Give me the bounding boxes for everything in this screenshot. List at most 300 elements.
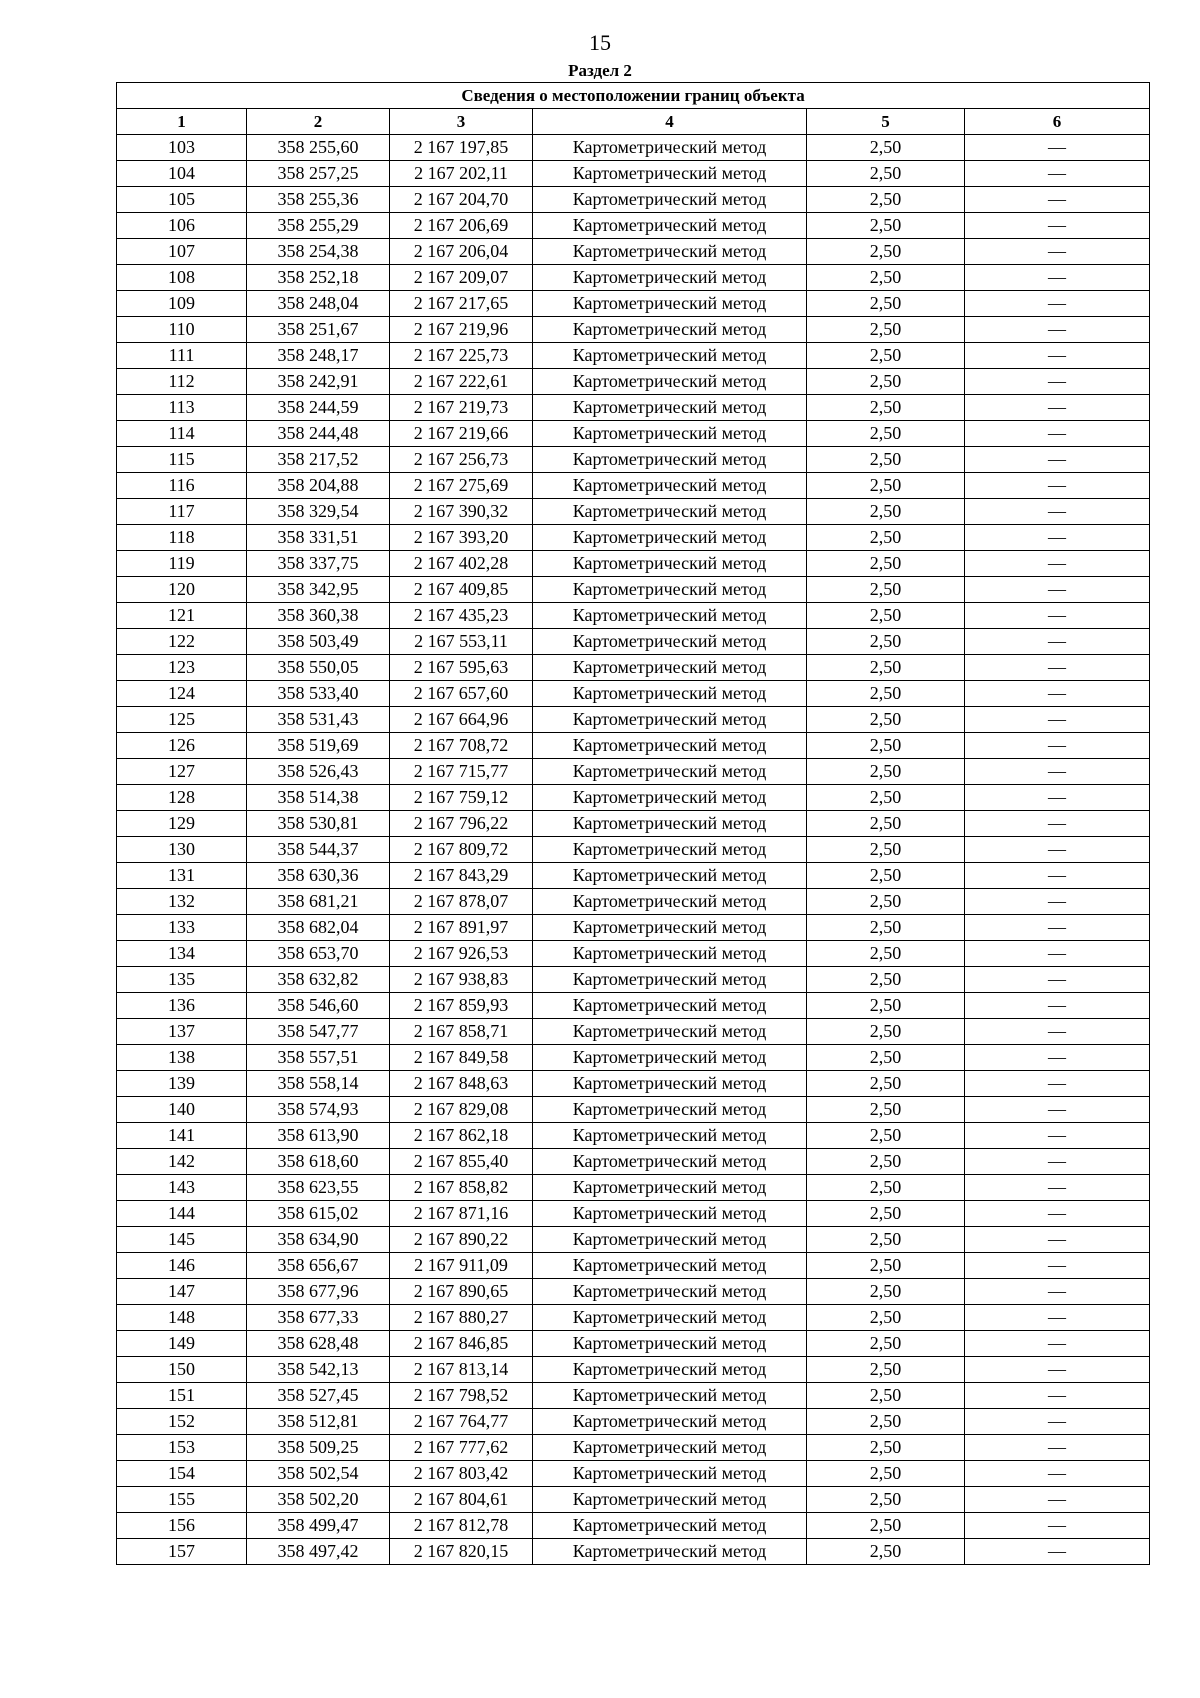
description-cell: — bbox=[965, 239, 1150, 265]
x-coordinate-cell: 358 681,21 bbox=[247, 889, 390, 915]
table-row bbox=[117, 213, 1150, 239]
table-header-row bbox=[117, 109, 1150, 135]
description-cell: — bbox=[965, 135, 1150, 161]
x-coordinate-cell: 358 512,81 bbox=[247, 1409, 390, 1435]
description-cell: — bbox=[965, 1357, 1150, 1383]
y-coordinate-cell: 2 167 206,69 bbox=[390, 213, 533, 239]
table-row bbox=[117, 447, 1150, 473]
x-coordinate-cell: 358 337,75 bbox=[247, 551, 390, 577]
table-row bbox=[117, 1513, 1150, 1539]
description-cell: — bbox=[965, 291, 1150, 317]
point-number-cell: 120 bbox=[117, 577, 247, 603]
y-coordinate-cell: 2 167 435,23 bbox=[390, 603, 533, 629]
table-row bbox=[117, 759, 1150, 785]
y-coordinate-cell: 2 167 209,07 bbox=[390, 265, 533, 291]
x-coordinate-cell: 358 682,04 bbox=[247, 915, 390, 941]
table-row bbox=[117, 1357, 1150, 1383]
accuracy-cell: 2,50 bbox=[807, 343, 965, 369]
y-coordinate-cell: 2 167 798,52 bbox=[390, 1383, 533, 1409]
description-cell: — bbox=[965, 1461, 1150, 1487]
x-coordinate-cell: 358 530,81 bbox=[247, 811, 390, 837]
point-number-cell: 116 bbox=[117, 473, 247, 499]
point-number-cell: 146 bbox=[117, 1253, 247, 1279]
y-coordinate-cell: 2 167 595,63 bbox=[390, 655, 533, 681]
point-number-cell: 150 bbox=[117, 1357, 247, 1383]
y-coordinate-cell: 2 167 846,85 bbox=[390, 1331, 533, 1357]
description-cell: — bbox=[965, 785, 1150, 811]
table-row bbox=[117, 681, 1150, 707]
x-coordinate-cell: 358 677,96 bbox=[247, 1279, 390, 1305]
method-cell: Картометрический метод bbox=[533, 785, 807, 811]
column-header: 6 bbox=[965, 109, 1150, 135]
method-cell: Картометрический метод bbox=[533, 1409, 807, 1435]
table-row bbox=[117, 733, 1150, 759]
method-cell: Картометрический метод bbox=[533, 811, 807, 837]
description-cell: — bbox=[965, 473, 1150, 499]
x-coordinate-cell: 358 623,55 bbox=[247, 1175, 390, 1201]
accuracy-cell: 2,50 bbox=[807, 1097, 965, 1123]
point-number-cell: 152 bbox=[117, 1409, 247, 1435]
accuracy-cell: 2,50 bbox=[807, 655, 965, 681]
x-coordinate-cell: 358 628,48 bbox=[247, 1331, 390, 1357]
y-coordinate-cell: 2 167 222,61 bbox=[390, 369, 533, 395]
description-cell: — bbox=[965, 707, 1150, 733]
description-cell: — bbox=[965, 811, 1150, 837]
point-number-cell: 144 bbox=[117, 1201, 247, 1227]
description-cell: — bbox=[965, 551, 1150, 577]
point-number-cell: 127 bbox=[117, 759, 247, 785]
description-cell: — bbox=[965, 1175, 1150, 1201]
accuracy-cell: 2,50 bbox=[807, 525, 965, 551]
y-coordinate-cell: 2 167 553,11 bbox=[390, 629, 533, 655]
x-coordinate-cell: 358 499,47 bbox=[247, 1513, 390, 1539]
x-coordinate-cell: 358 533,40 bbox=[247, 681, 390, 707]
accuracy-cell: 2,50 bbox=[807, 837, 965, 863]
x-coordinate-cell: 358 255,29 bbox=[247, 213, 390, 239]
description-cell: — bbox=[965, 1539, 1150, 1565]
description-cell: — bbox=[965, 863, 1150, 889]
point-number-cell: 129 bbox=[117, 811, 247, 837]
accuracy-cell: 2,50 bbox=[807, 577, 965, 603]
y-coordinate-cell: 2 167 217,65 bbox=[390, 291, 533, 317]
method-cell: Картометрический метод bbox=[533, 1487, 807, 1513]
accuracy-cell: 2,50 bbox=[807, 1357, 965, 1383]
point-number-cell: 148 bbox=[117, 1305, 247, 1331]
y-coordinate-cell: 2 167 926,53 bbox=[390, 941, 533, 967]
point-number-cell: 109 bbox=[117, 291, 247, 317]
method-cell: Картометрический метод bbox=[533, 447, 807, 473]
x-coordinate-cell: 358 634,90 bbox=[247, 1227, 390, 1253]
description-cell: — bbox=[965, 837, 1150, 863]
point-number-cell: 121 bbox=[117, 603, 247, 629]
method-cell: Картометрический метод bbox=[533, 1097, 807, 1123]
y-coordinate-cell: 2 167 804,61 bbox=[390, 1487, 533, 1513]
x-coordinate-cell: 358 254,38 bbox=[247, 239, 390, 265]
method-cell: Картометрический метод bbox=[533, 161, 807, 187]
table-row bbox=[117, 1227, 1150, 1253]
accuracy-cell: 2,50 bbox=[807, 395, 965, 421]
y-coordinate-cell: 2 167 764,77 bbox=[390, 1409, 533, 1435]
y-coordinate-cell: 2 167 862,18 bbox=[390, 1123, 533, 1149]
x-coordinate-cell: 358 242,91 bbox=[247, 369, 390, 395]
accuracy-cell: 2,50 bbox=[807, 421, 965, 447]
x-coordinate-cell: 358 531,43 bbox=[247, 707, 390, 733]
description-cell: — bbox=[965, 733, 1150, 759]
method-cell: Картометрический метод bbox=[533, 837, 807, 863]
accuracy-cell: 2,50 bbox=[807, 1227, 965, 1253]
table-row bbox=[117, 941, 1150, 967]
x-coordinate-cell: 358 502,20 bbox=[247, 1487, 390, 1513]
table-row bbox=[117, 603, 1150, 629]
accuracy-cell: 2,50 bbox=[807, 915, 965, 941]
table-row bbox=[117, 863, 1150, 889]
description-cell: — bbox=[965, 265, 1150, 291]
x-coordinate-cell: 358 509,25 bbox=[247, 1435, 390, 1461]
x-coordinate-cell: 358 503,49 bbox=[247, 629, 390, 655]
x-coordinate-cell: 358 526,43 bbox=[247, 759, 390, 785]
table-row bbox=[117, 889, 1150, 915]
method-cell: Картометрический метод bbox=[533, 681, 807, 707]
point-number-cell: 119 bbox=[117, 551, 247, 577]
method-cell: Картометрический метод bbox=[533, 863, 807, 889]
table-caption-row bbox=[117, 83, 1150, 109]
accuracy-cell: 2,50 bbox=[807, 213, 965, 239]
point-number-cell: 134 bbox=[117, 941, 247, 967]
description-cell: — bbox=[965, 967, 1150, 993]
description-cell: — bbox=[965, 889, 1150, 915]
point-number-cell: 130 bbox=[117, 837, 247, 863]
table-row bbox=[117, 265, 1150, 291]
accuracy-cell: 2,50 bbox=[807, 863, 965, 889]
accuracy-cell: 2,50 bbox=[807, 1461, 965, 1487]
method-cell: Картометрический метод bbox=[533, 1175, 807, 1201]
y-coordinate-cell: 2 167 715,77 bbox=[390, 759, 533, 785]
description-cell: — bbox=[965, 1383, 1150, 1409]
accuracy-cell: 2,50 bbox=[807, 473, 965, 499]
description-cell: — bbox=[965, 213, 1150, 239]
description-cell: — bbox=[965, 1097, 1150, 1123]
method-cell: Картометрический метод bbox=[533, 915, 807, 941]
table-row bbox=[117, 811, 1150, 837]
table-row bbox=[117, 317, 1150, 343]
y-coordinate-cell: 2 167 796,22 bbox=[390, 811, 533, 837]
table-row bbox=[117, 1487, 1150, 1513]
accuracy-cell: 2,50 bbox=[807, 941, 965, 967]
method-cell: Картометрический метод bbox=[533, 707, 807, 733]
accuracy-cell: 2,50 bbox=[807, 629, 965, 655]
accuracy-cell: 2,50 bbox=[807, 1253, 965, 1279]
x-coordinate-cell: 358 248,04 bbox=[247, 291, 390, 317]
column-header: 1 bbox=[117, 109, 247, 135]
method-cell: Картометрический метод bbox=[533, 1045, 807, 1071]
method-cell: Картометрический метод bbox=[533, 603, 807, 629]
accuracy-cell: 2,50 bbox=[807, 1305, 965, 1331]
method-cell: Картометрический метод bbox=[533, 1383, 807, 1409]
method-cell: Картометрический метод bbox=[533, 213, 807, 239]
point-number-cell: 140 bbox=[117, 1097, 247, 1123]
x-coordinate-cell: 358 550,05 bbox=[247, 655, 390, 681]
description-cell: — bbox=[965, 603, 1150, 629]
table-row bbox=[117, 499, 1150, 525]
method-cell: Картометрический метод bbox=[533, 993, 807, 1019]
accuracy-cell: 2,50 bbox=[807, 187, 965, 213]
x-coordinate-cell: 358 677,33 bbox=[247, 1305, 390, 1331]
y-coordinate-cell: 2 167 219,73 bbox=[390, 395, 533, 421]
point-number-cell: 118 bbox=[117, 525, 247, 551]
point-number-cell: 106 bbox=[117, 213, 247, 239]
y-coordinate-cell: 2 167 938,83 bbox=[390, 967, 533, 993]
x-coordinate-cell: 358 331,51 bbox=[247, 525, 390, 551]
point-number-cell: 123 bbox=[117, 655, 247, 681]
method-cell: Картометрический метод bbox=[533, 1227, 807, 1253]
x-coordinate-cell: 358 615,02 bbox=[247, 1201, 390, 1227]
point-number-cell: 105 bbox=[117, 187, 247, 213]
method-cell: Картометрический метод bbox=[533, 1305, 807, 1331]
point-number-cell: 137 bbox=[117, 1019, 247, 1045]
accuracy-cell: 2,50 bbox=[807, 733, 965, 759]
method-cell: Картометрический метод bbox=[533, 941, 807, 967]
table-row bbox=[117, 785, 1150, 811]
y-coordinate-cell: 2 167 803,42 bbox=[390, 1461, 533, 1487]
table-row bbox=[117, 1435, 1150, 1461]
y-coordinate-cell: 2 167 202,11 bbox=[390, 161, 533, 187]
method-cell: Картометрический метод bbox=[533, 135, 807, 161]
table-row bbox=[117, 655, 1150, 681]
y-coordinate-cell: 2 167 197,85 bbox=[390, 135, 533, 161]
point-number-cell: 157 bbox=[117, 1539, 247, 1565]
table-row bbox=[117, 187, 1150, 213]
method-cell: Картометрический метод bbox=[533, 421, 807, 447]
point-number-cell: 108 bbox=[117, 265, 247, 291]
y-coordinate-cell: 2 167 402,28 bbox=[390, 551, 533, 577]
description-cell: — bbox=[965, 1123, 1150, 1149]
table-row bbox=[117, 837, 1150, 863]
y-coordinate-cell: 2 167 664,96 bbox=[390, 707, 533, 733]
description-cell: — bbox=[965, 369, 1150, 395]
accuracy-cell: 2,50 bbox=[807, 1383, 965, 1409]
table-row bbox=[117, 1409, 1150, 1435]
table-row bbox=[117, 239, 1150, 265]
y-coordinate-cell: 2 167 206,04 bbox=[390, 239, 533, 265]
y-coordinate-cell: 2 167 812,78 bbox=[390, 1513, 533, 1539]
table-row bbox=[117, 369, 1150, 395]
accuracy-cell: 2,50 bbox=[807, 1435, 965, 1461]
x-coordinate-cell: 358 255,60 bbox=[247, 135, 390, 161]
point-number-cell: 138 bbox=[117, 1045, 247, 1071]
y-coordinate-cell: 2 167 890,65 bbox=[390, 1279, 533, 1305]
accuracy-cell: 2,50 bbox=[807, 785, 965, 811]
description-cell: — bbox=[965, 395, 1150, 421]
y-coordinate-cell: 2 167 657,60 bbox=[390, 681, 533, 707]
description-cell: — bbox=[965, 421, 1150, 447]
point-number-cell: 112 bbox=[117, 369, 247, 395]
table-caption: Сведения о местоположении границ объекта bbox=[117, 83, 1150, 109]
x-coordinate-cell: 358 204,88 bbox=[247, 473, 390, 499]
y-coordinate-cell: 2 167 878,07 bbox=[390, 889, 533, 915]
description-cell: — bbox=[965, 1149, 1150, 1175]
description-cell: — bbox=[965, 525, 1150, 551]
accuracy-cell: 2,50 bbox=[807, 1279, 965, 1305]
point-number-cell: 147 bbox=[117, 1279, 247, 1305]
method-cell: Картометрический метод bbox=[533, 889, 807, 915]
method-cell: Картометрический метод bbox=[533, 1149, 807, 1175]
accuracy-cell: 2,50 bbox=[807, 291, 965, 317]
x-coordinate-cell: 358 613,90 bbox=[247, 1123, 390, 1149]
x-coordinate-cell: 358 653,70 bbox=[247, 941, 390, 967]
x-coordinate-cell: 358 342,95 bbox=[247, 577, 390, 603]
method-cell: Картометрический метод bbox=[533, 1279, 807, 1305]
description-cell: — bbox=[965, 629, 1150, 655]
table-row bbox=[117, 291, 1150, 317]
accuracy-cell: 2,50 bbox=[807, 1513, 965, 1539]
description-cell: — bbox=[965, 1045, 1150, 1071]
y-coordinate-cell: 2 167 848,63 bbox=[390, 1071, 533, 1097]
accuracy-cell: 2,50 bbox=[807, 1487, 965, 1513]
y-coordinate-cell: 2 167 390,32 bbox=[390, 499, 533, 525]
x-coordinate-cell: 358 329,54 bbox=[247, 499, 390, 525]
point-number-cell: 132 bbox=[117, 889, 247, 915]
accuracy-cell: 2,50 bbox=[807, 811, 965, 837]
description-cell: — bbox=[965, 1409, 1150, 1435]
method-cell: Картометрический метод bbox=[533, 369, 807, 395]
accuracy-cell: 2,50 bbox=[807, 239, 965, 265]
method-cell: Картометрический метод bbox=[533, 1435, 807, 1461]
y-coordinate-cell: 2 167 275,69 bbox=[390, 473, 533, 499]
method-cell: Картометрический метод bbox=[533, 239, 807, 265]
y-coordinate-cell: 2 167 759,12 bbox=[390, 785, 533, 811]
description-cell: — bbox=[965, 499, 1150, 525]
column-header: 4 bbox=[533, 109, 807, 135]
point-number-cell: 155 bbox=[117, 1487, 247, 1513]
x-coordinate-cell: 358 544,37 bbox=[247, 837, 390, 863]
x-coordinate-cell: 358 527,45 bbox=[247, 1383, 390, 1409]
y-coordinate-cell: 2 167 849,58 bbox=[390, 1045, 533, 1071]
x-coordinate-cell: 358 618,60 bbox=[247, 1149, 390, 1175]
point-number-cell: 124 bbox=[117, 681, 247, 707]
y-coordinate-cell: 2 167 855,40 bbox=[390, 1149, 533, 1175]
y-coordinate-cell: 2 167 858,82 bbox=[390, 1175, 533, 1201]
accuracy-cell: 2,50 bbox=[807, 1019, 965, 1045]
y-coordinate-cell: 2 167 820,15 bbox=[390, 1539, 533, 1565]
method-cell: Картометрический метод bbox=[533, 265, 807, 291]
accuracy-cell: 2,50 bbox=[807, 967, 965, 993]
accuracy-cell: 2,50 bbox=[807, 707, 965, 733]
description-cell: — bbox=[965, 1513, 1150, 1539]
table-row bbox=[117, 1149, 1150, 1175]
y-coordinate-cell: 2 167 777,62 bbox=[390, 1435, 533, 1461]
table-row bbox=[117, 161, 1150, 187]
point-number-cell: 117 bbox=[117, 499, 247, 525]
column-header: 3 bbox=[390, 109, 533, 135]
y-coordinate-cell: 2 167 204,70 bbox=[390, 187, 533, 213]
y-coordinate-cell: 2 167 813,14 bbox=[390, 1357, 533, 1383]
method-cell: Картометрический метод bbox=[533, 317, 807, 343]
description-cell: — bbox=[965, 1331, 1150, 1357]
y-coordinate-cell: 2 167 843,29 bbox=[390, 863, 533, 889]
y-coordinate-cell: 2 167 829,08 bbox=[390, 1097, 533, 1123]
table-row bbox=[117, 915, 1150, 941]
table-row bbox=[117, 967, 1150, 993]
description-cell: — bbox=[965, 1305, 1150, 1331]
point-number-cell: 143 bbox=[117, 1175, 247, 1201]
table-row bbox=[117, 395, 1150, 421]
y-coordinate-cell: 2 167 911,09 bbox=[390, 1253, 533, 1279]
description-cell: — bbox=[965, 1227, 1150, 1253]
description-cell: — bbox=[965, 1279, 1150, 1305]
table-row bbox=[117, 707, 1150, 733]
point-number-cell: 139 bbox=[117, 1071, 247, 1097]
x-coordinate-cell: 358 630,36 bbox=[247, 863, 390, 889]
x-coordinate-cell: 358 244,48 bbox=[247, 421, 390, 447]
point-number-cell: 135 bbox=[117, 967, 247, 993]
point-number-cell: 136 bbox=[117, 993, 247, 1019]
y-coordinate-cell: 2 167 859,93 bbox=[390, 993, 533, 1019]
x-coordinate-cell: 358 252,18 bbox=[247, 265, 390, 291]
method-cell: Картометрический метод bbox=[533, 343, 807, 369]
x-coordinate-cell: 358 360,38 bbox=[247, 603, 390, 629]
point-number-cell: 107 bbox=[117, 239, 247, 265]
method-cell: Картометрический метод bbox=[533, 1461, 807, 1487]
y-coordinate-cell: 2 167 880,27 bbox=[390, 1305, 533, 1331]
description-cell: — bbox=[965, 343, 1150, 369]
accuracy-cell: 2,50 bbox=[807, 447, 965, 473]
description-cell: — bbox=[965, 161, 1150, 187]
description-cell: — bbox=[965, 1435, 1150, 1461]
accuracy-cell: 2,50 bbox=[807, 1045, 965, 1071]
accuracy-cell: 2,50 bbox=[807, 551, 965, 577]
x-coordinate-cell: 358 656,67 bbox=[247, 1253, 390, 1279]
y-coordinate-cell: 2 167 708,72 bbox=[390, 733, 533, 759]
table-row bbox=[117, 1071, 1150, 1097]
table-row bbox=[117, 577, 1150, 603]
accuracy-cell: 2,50 bbox=[807, 265, 965, 291]
point-number-cell: 115 bbox=[117, 447, 247, 473]
y-coordinate-cell: 2 167 219,66 bbox=[390, 421, 533, 447]
description-cell: — bbox=[965, 1253, 1150, 1279]
table-row bbox=[117, 1539, 1150, 1565]
method-cell: Картометрический метод bbox=[533, 187, 807, 213]
x-coordinate-cell: 358 542,13 bbox=[247, 1357, 390, 1383]
accuracy-cell: 2,50 bbox=[807, 993, 965, 1019]
table-row bbox=[117, 1019, 1150, 1045]
boundary-coordinates-table bbox=[116, 82, 1150, 1565]
x-coordinate-cell: 358 255,36 bbox=[247, 187, 390, 213]
method-cell: Картометрический метод bbox=[533, 655, 807, 681]
description-cell: — bbox=[965, 993, 1150, 1019]
point-number-cell: 122 bbox=[117, 629, 247, 655]
method-cell: Картометрический метод bbox=[533, 291, 807, 317]
method-cell: Картометрический метод bbox=[533, 525, 807, 551]
page-number: 15 bbox=[589, 30, 611, 55]
section-title: Раздел 2 bbox=[568, 61, 632, 80]
y-coordinate-cell: 2 167 225,73 bbox=[390, 343, 533, 369]
y-coordinate-cell: 2 167 871,16 bbox=[390, 1201, 533, 1227]
point-number-cell: 141 bbox=[117, 1123, 247, 1149]
table-row bbox=[117, 473, 1150, 499]
y-coordinate-cell: 2 167 393,20 bbox=[390, 525, 533, 551]
accuracy-cell: 2,50 bbox=[807, 1539, 965, 1565]
method-cell: Картометрический метод bbox=[533, 1331, 807, 1357]
y-coordinate-cell: 2 167 219,96 bbox=[390, 317, 533, 343]
method-cell: Картометрический метод bbox=[533, 577, 807, 603]
x-coordinate-cell: 358 632,82 bbox=[247, 967, 390, 993]
description-cell: — bbox=[965, 1201, 1150, 1227]
x-coordinate-cell: 358 497,42 bbox=[247, 1539, 390, 1565]
point-number-cell: 128 bbox=[117, 785, 247, 811]
method-cell: Картометрический метод bbox=[533, 1123, 807, 1149]
accuracy-cell: 2,50 bbox=[807, 1123, 965, 1149]
accuracy-cell: 2,50 bbox=[807, 681, 965, 707]
